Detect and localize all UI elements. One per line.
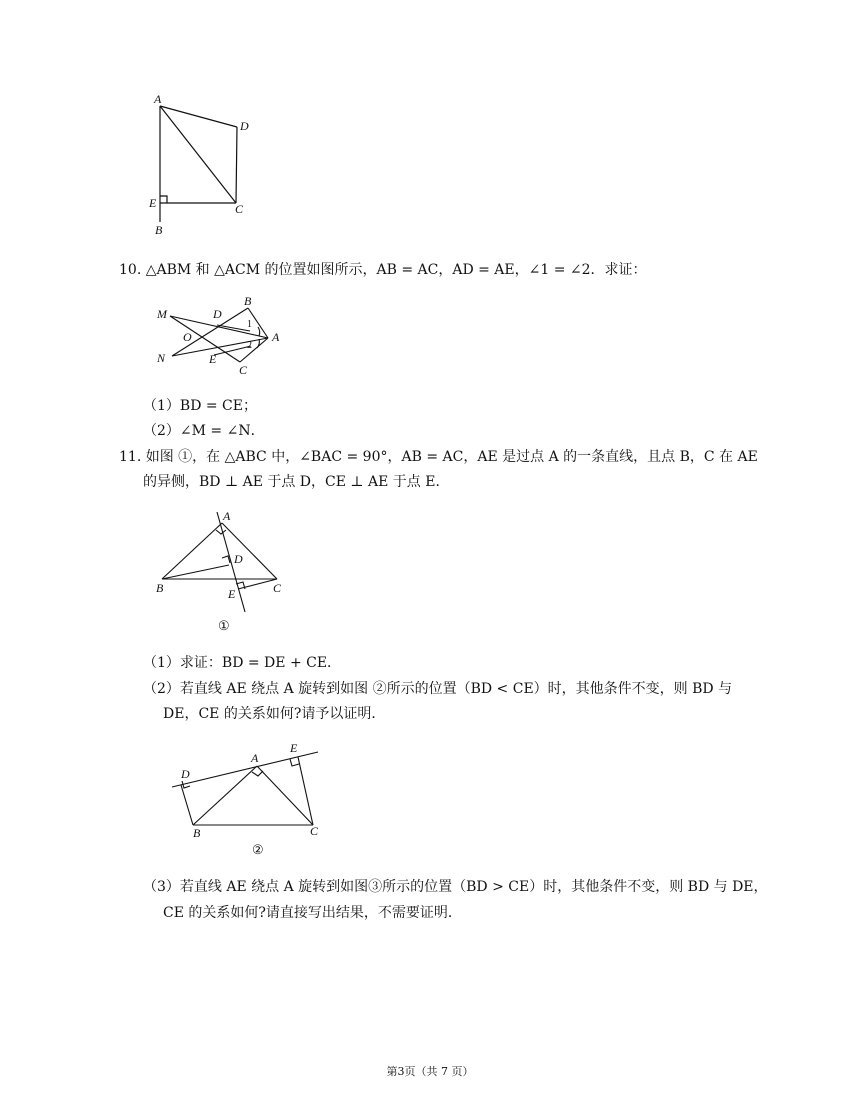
label-C: C [239,363,248,377]
label-O: O [183,330,192,344]
label-C: C [235,202,244,216]
problem11-stem-line1: 11. 如图 ①，在 △ABC 中，∠BAC = 90°，AB = AC，AE 是过点 A 的一条直线，且点 B，C 在 AE [119,449,758,465]
label-D: D [240,119,249,133]
label-angle-1: 1 [247,319,252,330]
label-C: C [310,824,319,838]
problem10-part2: （2）∠M = ∠N． [143,423,265,439]
label-N: N [157,351,166,365]
problem11-part2-line1: （2）若直线 AE 绕点 A 旋转到如图 ②所示的位置（BD < CE）时，其他条件不变，则 BD 与 [143,681,733,697]
problem11-part2-line2: DE，CE 的关系如何?请予以证明． [163,706,386,722]
label-B: B [244,294,252,308]
problem11-part3-line2: CE 的关系如何?请直接写出结果，不需要证明． [163,905,462,921]
problem11-part1: （1）求证：BD = DE + CE． [143,655,342,671]
label-angle-2: 2 [247,340,252,351]
label-D: D [181,767,190,781]
label-A: A [154,92,162,106]
label-D: D [213,307,222,321]
problem10-stem: 10. △ABM 和 △ACM 的位置如图所示，AB = AC，AD = AE，∠1 = ∠2．求证： [119,262,647,278]
problem10-part1: （1）BD = CE； [143,398,257,414]
label-B: B [155,223,163,237]
label-E: E [209,352,217,366]
label-M: M [157,307,167,321]
label-B: B [156,581,164,595]
label-C: C [273,581,282,595]
figure-2-caption: ② [252,843,264,858]
label-B: B [193,826,201,840]
label-E: E [290,741,298,755]
label-D: D [234,552,243,566]
problem11-part3-line1: （3）若直线 AE 绕点 A 旋转到如图③所示的位置（BD > CE）时，其他条件不变，则 BD 与 DE， [143,879,768,895]
label-E: E [228,587,236,601]
label-A: A [223,509,231,523]
label-A: A [272,330,280,344]
label-E: E [149,196,157,210]
page-footer: 第3页（共 7 页） [386,1065,474,1078]
figure-1-caption: ① [218,619,230,634]
label-A: A [251,751,259,765]
problem11-stem-line2: 的异侧，BD ⊥ AE 于点 D，CE ⊥ AE 于点 E． [143,474,450,490]
